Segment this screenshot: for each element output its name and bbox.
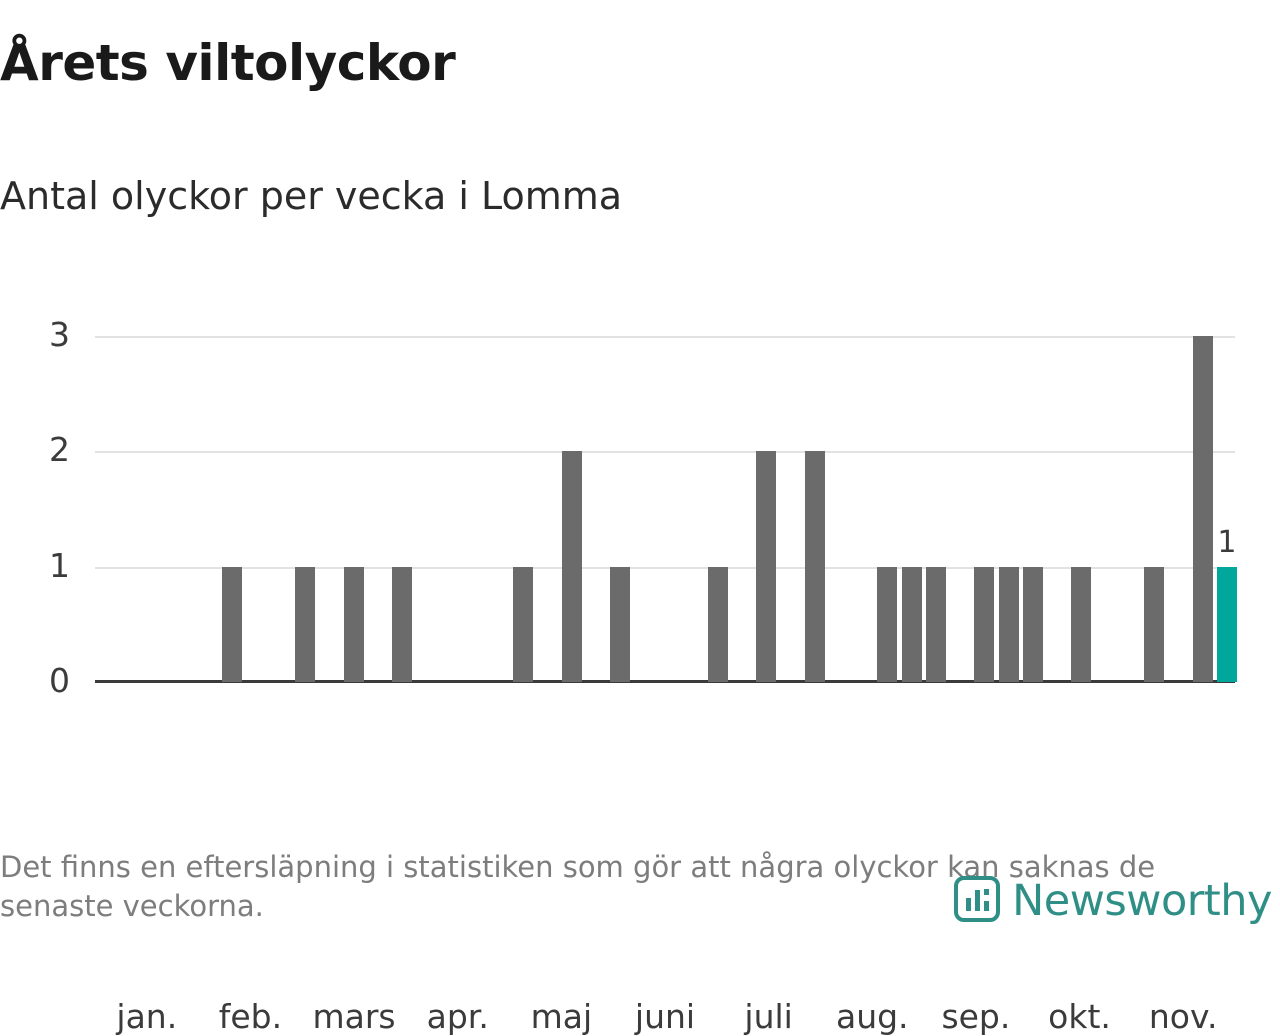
chart-logo-icon bbox=[954, 876, 1000, 926]
bar[interactable] bbox=[926, 567, 946, 682]
bar[interactable] bbox=[1193, 336, 1213, 682]
bar[interactable] bbox=[513, 567, 533, 682]
x-axis-tick-label: sep. bbox=[941, 997, 1011, 1036]
page-title: Årets viltolyckor bbox=[0, 34, 456, 92]
bar[interactable] bbox=[708, 567, 728, 682]
chart-footnote: Det finns en eftersläpning i statistiken som gör att några olyckor kan saknas de senaste veckorna. bbox=[0, 850, 1156, 924]
x-axis-tick-label: maj bbox=[530, 997, 593, 1036]
x-axis-tick-label: apr. bbox=[426, 997, 489, 1036]
x-axis-line bbox=[95, 680, 1235, 683]
newsworthy-logo[interactable] bbox=[954, 876, 1272, 926]
bar[interactable] bbox=[392, 567, 412, 682]
x-axis-tick-label: jan. bbox=[116, 997, 178, 1036]
logo-text: Newsworthy bbox=[1012, 876, 1272, 926]
y-axis-tick-label: 2 bbox=[49, 430, 70, 470]
bar[interactable] bbox=[756, 451, 776, 682]
bar[interactable] bbox=[1144, 567, 1164, 682]
bar[interactable] bbox=[974, 567, 994, 682]
bar[interactable] bbox=[222, 567, 242, 682]
gridline-3 bbox=[95, 336, 1235, 338]
x-axis-tick-label: okt. bbox=[1048, 997, 1111, 1036]
bar[interactable] bbox=[562, 451, 582, 682]
chart-subtitle: Antal olyckor per vecka i Lomma bbox=[0, 174, 623, 218]
y-axis-tick-label: 1 bbox=[49, 545, 70, 585]
gridline-2 bbox=[95, 451, 1235, 453]
bar[interactable] bbox=[1217, 567, 1237, 682]
bar[interactable] bbox=[295, 567, 315, 682]
bar-value-label: 1 bbox=[1217, 524, 1237, 560]
bar[interactable] bbox=[877, 567, 897, 682]
y-axis-tick-label: 0 bbox=[49, 661, 70, 700]
bar[interactable] bbox=[999, 567, 1019, 682]
x-axis-tick-label: mars bbox=[312, 997, 396, 1036]
bar[interactable] bbox=[902, 567, 922, 682]
gridline-1 bbox=[95, 567, 1235, 569]
x-axis-tick-label: aug. bbox=[835, 997, 909, 1036]
x-axis-tick-label: nov. bbox=[1148, 997, 1218, 1036]
bar[interactable] bbox=[344, 567, 364, 682]
bar[interactable] bbox=[1071, 567, 1091, 682]
bar[interactable] bbox=[805, 451, 825, 682]
y-axis-tick-label: 3 bbox=[49, 315, 70, 354]
x-axis-tick-label: feb. bbox=[218, 997, 283, 1036]
x-axis-tick-label: juni bbox=[634, 997, 696, 1036]
bar[interactable] bbox=[1023, 567, 1043, 682]
bar[interactable] bbox=[610, 567, 630, 682]
plot-canvas bbox=[95, 336, 1235, 682]
x-axis-tick-label: juli bbox=[744, 997, 793, 1036]
